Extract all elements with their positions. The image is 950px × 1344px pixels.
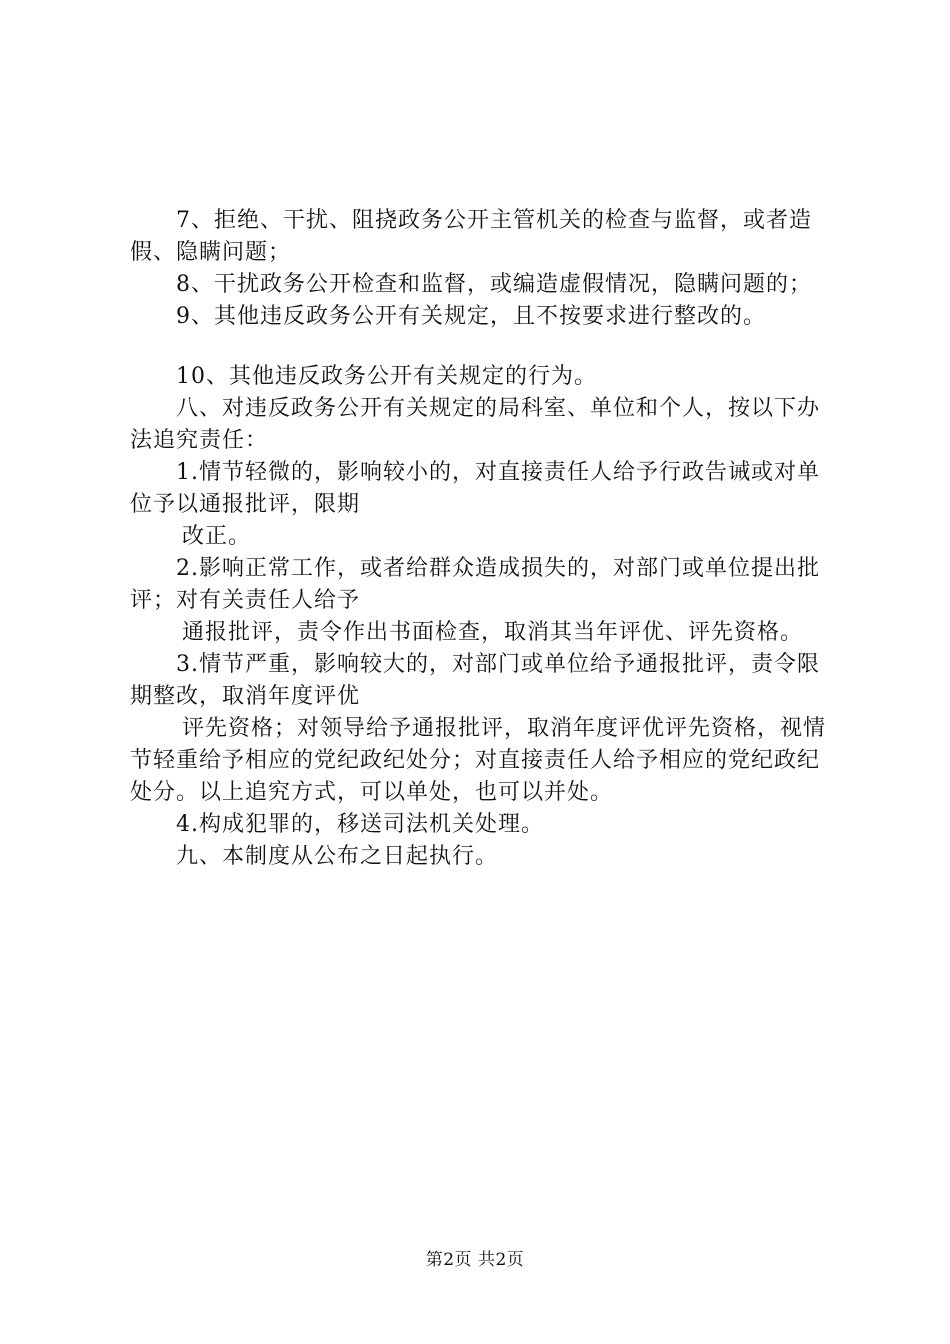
section-8-item-2-continued: 通报批评，责令作出书面检查，取消其当年评优、评先资格。 [182, 620, 804, 645]
section-8-item-3: 3.情节严重，影响较大的，对部门或单位给予通报批评，责令限期整改，取消年度评优 [130, 652, 820, 709]
section-8-item-3-continued: 评先资格；对领导给予通报批评，取消年度评优评先资格，视情节轻重给予相应的党纪政纪处分；对直接责任人给予相应的党纪政纪处分。以上追究方式，可以单处，也可以并处。 [130, 716, 827, 805]
section-9: 九、本制度从公布之日起执行。 [176, 844, 499, 869]
clause-7: 7、拒绝、干扰、阻挠政务公开主管机关的检查与监督，或者造假、隐瞒问题； [130, 208, 812, 265]
section-8-item-4: 4.构成犯罪的，移送司法机关处理。 [176, 812, 544, 837]
clause-9: 9、其他违反政务公开有关规定，且不按要求进行整改的。 [176, 304, 766, 329]
section-8-heading: 八、对违反政务公开有关规定的局科室、单位和个人，按以下办法追究责任： [130, 396, 821, 453]
section-8-item-2: 2.影响正常工作，或者给群众造成损失的，对部门或单位提出批评；对有关责任人给予 [130, 556, 820, 613]
clause-8: 8、干扰政务公开检查和监督，或编造虚假情况，隐瞒问题的； [176, 272, 812, 297]
document-body [130, 205, 835, 873]
page-number-footer: 第2页 共2页 [425, 1250, 525, 1270]
clause-10: 10、其他违反政务公开有关规定的行为。 [176, 364, 597, 389]
section-8-item-1: 1.情节轻微的，影响较小的，对直接责任人给予行政告诫或对单位予以通报批评，限期 [130, 460, 820, 517]
section-8-item-1-continued: 改正。 [182, 524, 252, 549]
paragraph-gap [130, 333, 835, 361]
